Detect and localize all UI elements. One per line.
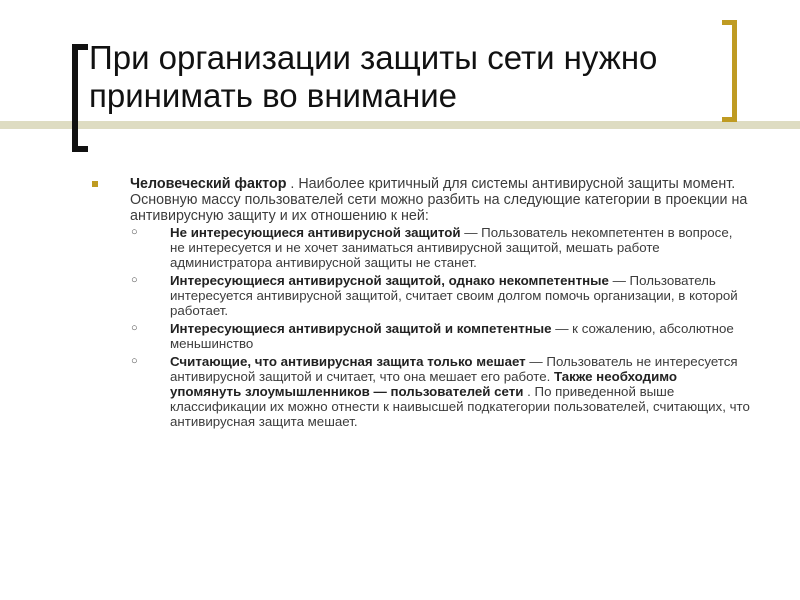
item-text: — Пользователь интересуется антивирусной защитой, считает своим долгом помочь организации, в которой работает.	[170, 273, 738, 318]
slide-title: При организации защиты сети нужно принимать во внимание	[89, 39, 658, 114]
title-band	[0, 121, 800, 129]
item-text: — Пользователь не интересуется антивирусной защитой и считает, что она мешает его работе.	[170, 354, 738, 384]
sub-list	[90, 225, 750, 429]
square-bullet-icon	[92, 181, 98, 187]
item-text-secondary: . По приведенной выше классификации их можно отнести к наивысшей подкатегории пользователей, считающих, что антивирусная защита мешает.	[170, 384, 750, 429]
left-bracket-decoration	[72, 44, 88, 152]
main-text: . Наиболее критичный для системы антивирусной защиты момент. Основную массу пользователей сети можно разбить на следующие категории в проекции на антивирусную защиту и их отношению к ней:	[130, 176, 748, 224]
circle-bullet-icon: ○	[131, 274, 138, 286]
circle-bullet-icon: ○	[131, 355, 138, 367]
main-paragraph	[130, 176, 750, 224]
item-term: Не интересующиеся антивирусной защитой	[170, 225, 461, 240]
item-term: Интересующиеся антивирусной защитой, однако некомпетентные	[170, 273, 609, 288]
circle-bullet-icon: ○	[131, 322, 138, 334]
item-term: Интересующиеся антивирусной защитой и компетентные	[170, 321, 552, 336]
circle-bullet-icon: ○	[131, 226, 138, 238]
list-item	[90, 354, 750, 429]
item-text: — Пользователь некомпетентен в вопросе, не интересуется и не хочет заниматься антивирусной защитой, мешать работе администратора антивирусной защиты не станет.	[170, 225, 733, 270]
main-term: Человеческий фактор	[130, 176, 287, 192]
list-item	[90, 225, 750, 270]
list-item	[90, 273, 750, 318]
list-item	[90, 321, 750, 351]
item-text: — к сожалению, абсолютное меньшинство	[170, 321, 734, 351]
slide-body	[90, 176, 750, 429]
item-term: Считающие, что антивирусная защита только мешает	[170, 354, 526, 369]
item-term-secondary: Также необходимо упомянуть злоумышленников — пользователей сети	[170, 369, 678, 399]
main-bullet-item	[90, 176, 750, 224]
